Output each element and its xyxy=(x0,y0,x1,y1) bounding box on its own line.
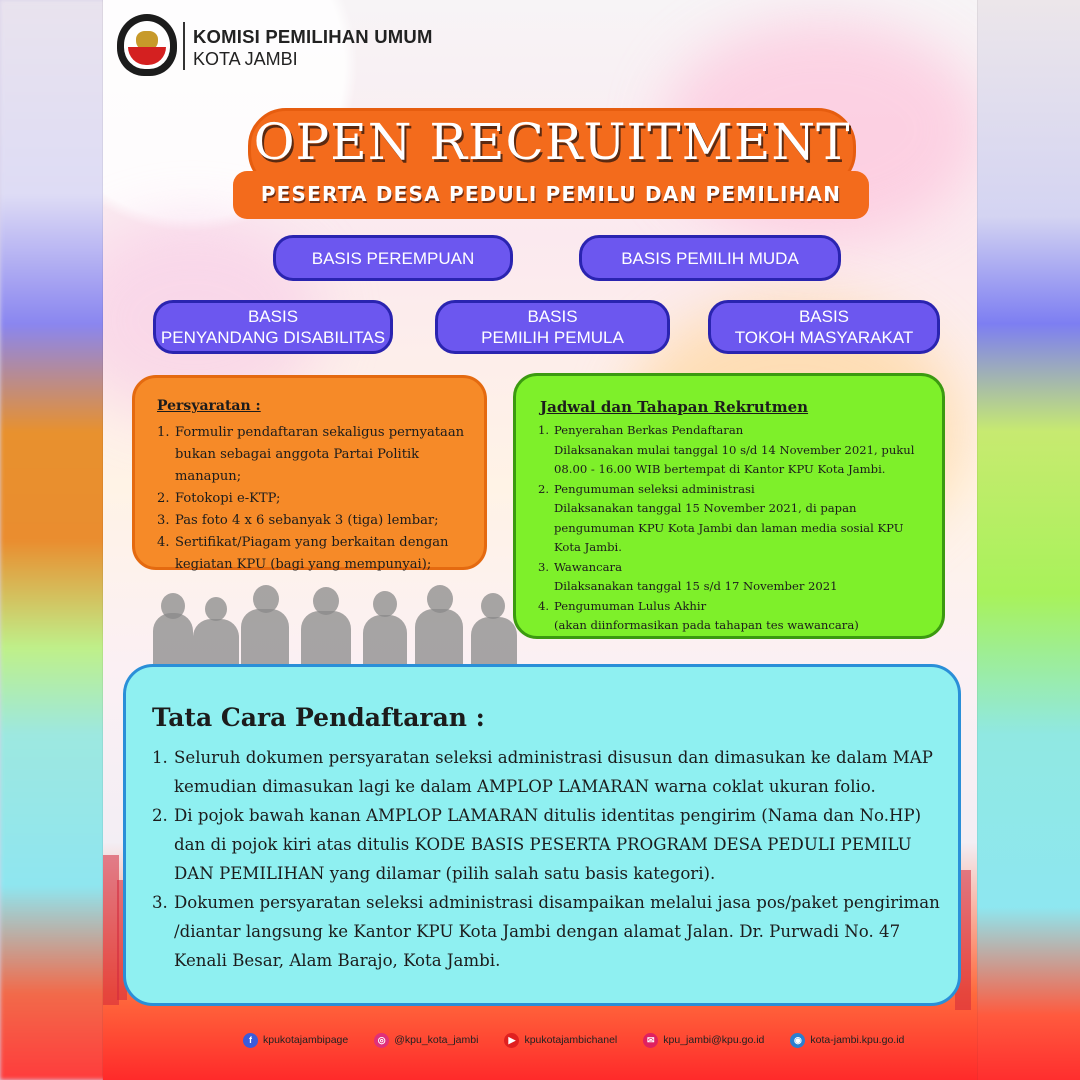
basis-perempuan: BASIS PEREMPUAN xyxy=(273,235,513,281)
schedule-box xyxy=(513,373,945,639)
footer-facebook[interactable]: f kpukotajambipage xyxy=(243,1033,348,1048)
schedule-list xyxy=(538,421,930,636)
basis-tokoh-masyarakat: BASIS TOKOH MASYARAKAT xyxy=(708,300,940,354)
basis-penyandang-disabilitas: BASIS PENYANDANG DISABILITAS xyxy=(153,300,393,354)
procedure-list xyxy=(152,743,942,975)
list-item: 1. Seluruh dokumen persyaratan seleksi administrasi disusun dan dimasukan ke dalam MAP kemudian dimasukan lagi ke dalam AMPLOP LAMARAN warna coklat ukuran folio. xyxy=(152,748,933,796)
requirements-title: Persyaratan : xyxy=(157,398,261,414)
recruitment-poster xyxy=(103,0,977,1080)
instagram-icon: ◎ xyxy=(374,1033,389,1048)
requirements-list xyxy=(157,422,469,576)
org-city: KOTA JAMBI xyxy=(193,49,298,69)
page-subtitle: PESERTA DESA PEDULI PEMILU DAN PEMILIHAN xyxy=(260,182,842,206)
list-item: 2. Di pojok bawah kanan AMPLOP LAMARAN ditulis identitas pengirim (Nama dan No.HP) dan di pojok kiri atas ditulis KODE BASIS PESERTA PROGRAM DESA PEDULI PEMILU DAN PEMILIHAN yang dilamar (pilih salah satu basis kategori). xyxy=(152,806,922,883)
list-item: 4. Sertifikat/Piagam yang berkaitan dengan kegiatan KPU (bagi yang mempunyai); xyxy=(157,535,449,572)
header-divider xyxy=(183,22,185,70)
list-item: 3. Pas foto 4 x 6 sebanyak 3 (tiga) lembar; xyxy=(157,513,439,528)
procedure-title: Tata Cara Pendaftaran : xyxy=(152,703,485,732)
list-item: 2. Pengumuman seleksi administrasi Dilaksanakan tanggal 15 November 2021, di papan pengumuman KPU Kota Jambi dan laman media sosial KPU Kota Jambi. xyxy=(538,481,904,554)
footer-website[interactable]: ◉ kota-jambi.kpu.go.id xyxy=(790,1033,904,1048)
basis-pemilih-pemula: BASIS PEMILIH PEMULA xyxy=(435,300,670,354)
web-icon: ◉ xyxy=(790,1033,805,1048)
list-item: 2. Fotokopi e-KTP; xyxy=(157,491,281,506)
org-name: KOMISI PEMILIHAN UMUM xyxy=(193,26,433,47)
blurred-backdrop-right xyxy=(976,0,1080,1080)
list-item: 3. Dokumen persyaratan seleksi administrasi disampaikan melalui jasa pos/paket pengiriman /diantar langsung ke Kantor KPU Kota Jambi dengan alamat Jalan. Dr. Purwadi No. 47 Kenali Besar, Alam Barajo, Kota Jambi. xyxy=(152,893,940,970)
list-item: 4. Pengumuman Lulus Akhir (akan diinformasikan pada tahapan tes wawancara) xyxy=(538,598,859,632)
footer-instagram[interactable]: ◎ @kpu_kota_jambi xyxy=(374,1033,478,1048)
list-item: 3. Wawancara Dilaksanakan tanggal 15 s/d 17 November 2021 xyxy=(538,559,838,593)
list-item: 1. Penyerahan Berkas Pendaftaran Dilaksanakan mulai tanggal 10 s/d 14 November 2021, pukul 08.00 - 16.00 WIB bertempat di Kantor KPU Kota Jambi. xyxy=(538,423,915,476)
social-footer xyxy=(243,1028,930,1052)
page-title: OPEN RECRUITMENT xyxy=(253,113,851,171)
facebook-icon: f xyxy=(243,1033,258,1048)
basis-pemilih-muda: BASIS PEMILIH MUDA xyxy=(579,235,841,281)
footer-youtube[interactable]: ▶ kpukotajambichanel xyxy=(504,1033,617,1048)
people-silhouette xyxy=(153,585,523,667)
youtube-icon: ▶ xyxy=(504,1033,519,1048)
footer-email[interactable]: ✉ kpu_jambi@kpu.go.id xyxy=(643,1033,764,1048)
requirements-box xyxy=(132,375,487,570)
kpu-logo xyxy=(117,14,177,76)
schedule-title: Jadwal dan Tahapan Rekrutmen xyxy=(540,398,809,416)
list-item: 1. Formulir pendaftaran sekaligus pernyataan bukan sebagai anggota Partai Politik manapun; xyxy=(157,425,465,484)
procedure-box xyxy=(123,664,961,1006)
email-icon: ✉ xyxy=(643,1033,658,1048)
